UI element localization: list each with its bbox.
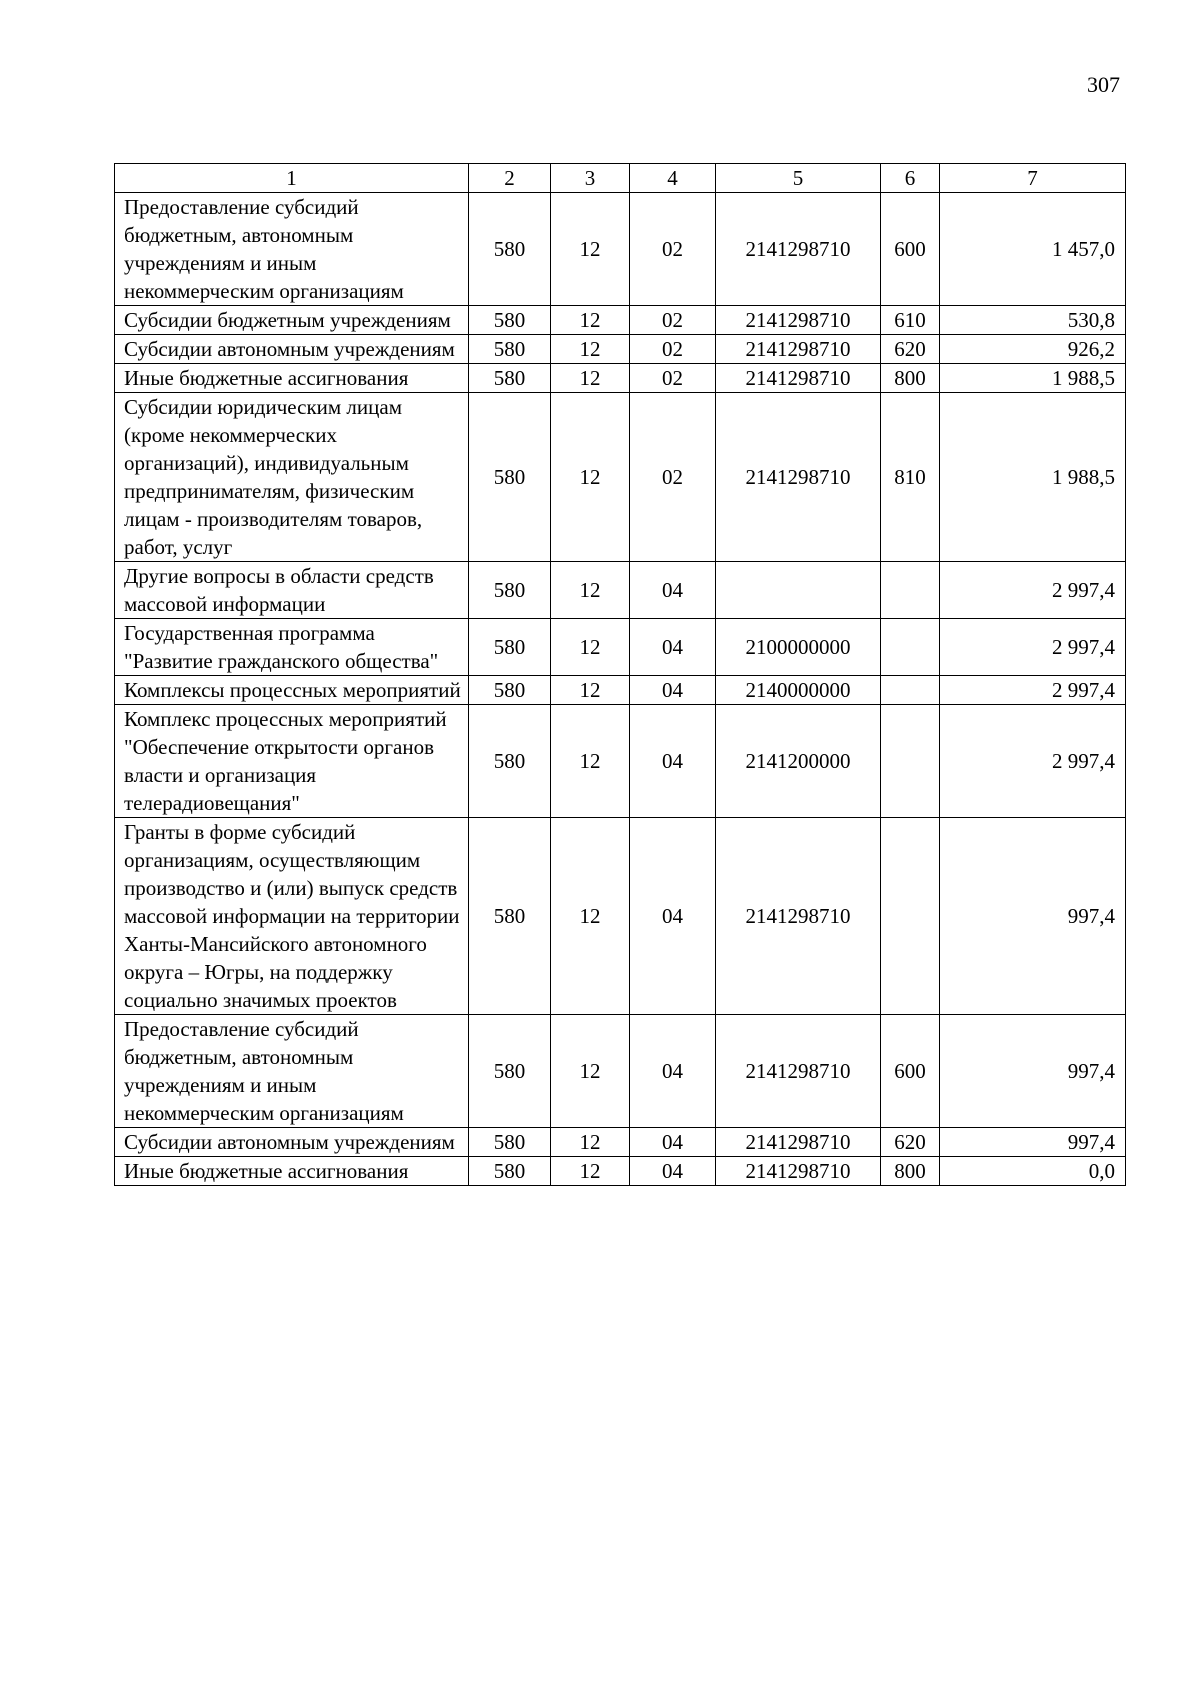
cell-col-4: 02 <box>630 393 716 562</box>
cell-col-6: 600 <box>881 193 940 306</box>
cell-amount: 2 997,4 <box>940 705 1126 818</box>
cell-col-6 <box>881 676 940 705</box>
cell-col-3: 12 <box>551 393 630 562</box>
cell-amount: 997,4 <box>940 1015 1126 1128</box>
row-name: Государственная программа "Развитие гражданского общества" <box>115 619 469 676</box>
table-row <box>115 1015 1126 1128</box>
row-name: Иные бюджетные ассигнования <box>115 1157 469 1186</box>
cell-col-3: 12 <box>551 193 630 306</box>
cell-col-4: 04 <box>630 1128 716 1157</box>
cell-col-5: 2141298710 <box>716 1128 881 1157</box>
cell-col-3: 12 <box>551 562 630 619</box>
cell-col-2: 580 <box>469 1015 551 1128</box>
table-row <box>115 364 1126 393</box>
cell-col-2: 580 <box>469 676 551 705</box>
column-header-3: 3 <box>551 164 630 193</box>
cell-col-5: 2141298710 <box>716 306 881 335</box>
row-name: Комплексы процессных мероприятий <box>115 676 469 705</box>
column-header-5: 5 <box>716 164 881 193</box>
column-header-2: 2 <box>469 164 551 193</box>
row-name: Субсидии автономным учреждениям <box>115 1128 469 1157</box>
table-row <box>115 1157 1126 1186</box>
cell-amount: 926,2 <box>940 335 1126 364</box>
row-name: Субсидии автономным учреждениям <box>115 335 469 364</box>
cell-col-3: 12 <box>551 335 630 364</box>
cell-col-6: 800 <box>881 1157 940 1186</box>
cell-col-3: 12 <box>551 1157 630 1186</box>
cell-col-6: 620 <box>881 1128 940 1157</box>
cell-col-5: 2141200000 <box>716 705 881 818</box>
cell-col-6 <box>881 705 940 818</box>
cell-col-4: 02 <box>630 306 716 335</box>
cell-col-2: 580 <box>469 335 551 364</box>
cell-amount: 2 997,4 <box>940 562 1126 619</box>
cell-amount: 530,8 <box>940 306 1126 335</box>
cell-col-5: 2141298710 <box>716 335 881 364</box>
table-row <box>115 562 1126 619</box>
cell-col-5: 2141298710 <box>716 818 881 1015</box>
cell-col-3: 12 <box>551 705 630 818</box>
cell-col-2: 580 <box>469 393 551 562</box>
cell-col-2: 580 <box>469 306 551 335</box>
cell-col-4: 04 <box>630 1157 716 1186</box>
cell-col-6 <box>881 619 940 676</box>
cell-col-6 <box>881 818 940 1015</box>
table-row <box>115 335 1126 364</box>
table-row <box>115 393 1126 562</box>
page-number: 307 <box>1087 72 1120 97</box>
row-name: Гранты в форме субсидий организациям, осуществляющим производство и (или) выпуск средств массовой информации на территории Ханты-Мансийского автономного округа – Югры, на поддержку социально значимых проектов <box>115 818 469 1015</box>
column-header-4: 4 <box>630 164 716 193</box>
cell-amount: 1 988,5 <box>940 393 1126 562</box>
cell-col-6 <box>881 562 940 619</box>
cell-col-6: 620 <box>881 335 940 364</box>
cell-col-4: 02 <box>630 193 716 306</box>
row-name: Субсидии бюджетным учреждениям <box>115 306 469 335</box>
cell-col-6: 610 <box>881 306 940 335</box>
cell-col-2: 580 <box>469 818 551 1015</box>
cell-amount: 2 997,4 <box>940 619 1126 676</box>
row-name: Субсидии юридическим лицам (кроме некоммерческих организаций), индивидуальным предпринимателям, физическим лицам - производителям товаров, работ, услуг <box>115 393 469 562</box>
cell-col-4: 04 <box>630 676 716 705</box>
cell-amount: 2 997,4 <box>940 676 1126 705</box>
cell-col-2: 580 <box>469 562 551 619</box>
cell-col-3: 12 <box>551 818 630 1015</box>
cell-col-3: 12 <box>551 1128 630 1157</box>
cell-col-5: 2100000000 <box>716 619 881 676</box>
cell-col-4: 02 <box>630 335 716 364</box>
cell-amount: 0,0 <box>940 1157 1126 1186</box>
cell-col-5: 2141298710 <box>716 364 881 393</box>
column-header-6: 6 <box>881 164 940 193</box>
cell-col-4: 02 <box>630 364 716 393</box>
cell-amount: 997,4 <box>940 818 1126 1015</box>
table-row <box>115 193 1126 306</box>
cell-col-2: 580 <box>469 193 551 306</box>
cell-amount: 997,4 <box>940 1128 1126 1157</box>
cell-col-4: 04 <box>630 562 716 619</box>
cell-col-2: 580 <box>469 1128 551 1157</box>
cell-col-5: 2140000000 <box>716 676 881 705</box>
table-row <box>115 818 1126 1015</box>
cell-col-5: 2141298710 <box>716 393 881 562</box>
row-name: Предоставление субсидий бюджетным, автономным учреждениям и иным некоммерческим организациям <box>115 1015 469 1128</box>
cell-col-2: 580 <box>469 619 551 676</box>
cell-col-5: 2141298710 <box>716 1015 881 1128</box>
cell-col-2: 580 <box>469 1157 551 1186</box>
table-row <box>115 306 1126 335</box>
cell-col-5 <box>716 562 881 619</box>
table-row <box>115 1128 1126 1157</box>
cell-col-4: 04 <box>630 705 716 818</box>
column-number-row <box>115 164 1126 193</box>
row-name: Иные бюджетные ассигнования <box>115 364 469 393</box>
cell-col-3: 12 <box>551 306 630 335</box>
table-row <box>115 676 1126 705</box>
cell-col-5: 2141298710 <box>716 193 881 306</box>
column-header-7: 7 <box>940 164 1126 193</box>
cell-amount: 1 457,0 <box>940 193 1126 306</box>
cell-col-5: 2141298710 <box>716 1157 881 1186</box>
cell-col-4: 04 <box>630 619 716 676</box>
cell-col-2: 580 <box>469 364 551 393</box>
table-row <box>115 705 1126 818</box>
cell-col-3: 12 <box>551 364 630 393</box>
cell-col-6: 600 <box>881 1015 940 1128</box>
row-name: Комплекс процессных мероприятий "Обеспечение открытости органов власти и организация телерадиовещания" <box>115 705 469 818</box>
cell-amount: 1 988,5 <box>940 364 1126 393</box>
cell-col-3: 12 <box>551 676 630 705</box>
cell-col-6: 800 <box>881 364 940 393</box>
cell-col-2: 580 <box>469 705 551 818</box>
cell-col-6: 810 <box>881 393 940 562</box>
row-name: Другие вопросы в области средств массовой информации <box>115 562 469 619</box>
cell-col-4: 04 <box>630 818 716 1015</box>
budget-table <box>114 163 1126 1186</box>
table-row <box>115 619 1126 676</box>
cell-col-3: 12 <box>551 619 630 676</box>
column-header-1: 1 <box>115 164 469 193</box>
cell-col-3: 12 <box>551 1015 630 1128</box>
row-name: Предоставление субсидий бюджетным, автономным учреждениям и иным некоммерческим организациям <box>115 193 469 306</box>
cell-col-4: 04 <box>630 1015 716 1128</box>
